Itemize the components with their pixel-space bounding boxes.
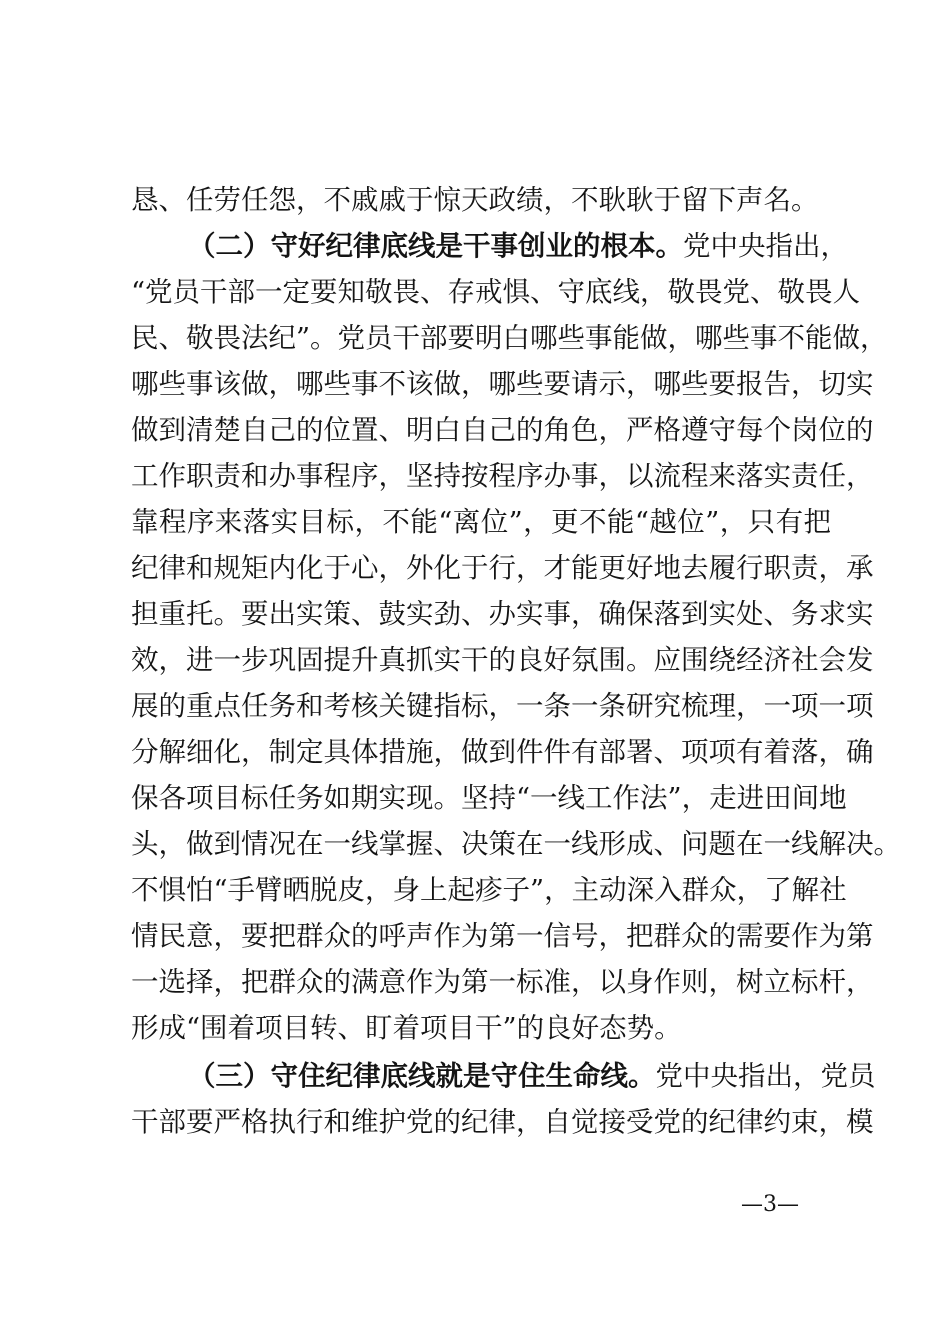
text-line-13: 分解细化，制定具体措施，做到件件有部署、项项有着落，确 — [131, 736, 874, 768]
text-line-21: 干部要严格执行和维护党的纪律，自觉接受党的纪律约束，模 — [131, 1106, 874, 1138]
text-line-15: 头，做到情况在一线掌握、决策在一线形成、问题在一线解决。 — [131, 828, 901, 860]
text-line-19: 形成“围着项目转、盯着项目干”的良好态势。 — [131, 1012, 682, 1044]
text-line-12: 展的重点任务和考核关键指标，一条一条研究梳理，一项一项 — [131, 690, 874, 722]
section-3-heading-rest: 党中央指出，党员 — [655, 1060, 876, 1092]
text-line-5: 哪些事该做，哪些事不该做，哪些要请示，哪些要报告，切实 — [131, 368, 874, 400]
section-2-heading: （二）守好纪律底线是干事创业的根本。 — [188, 230, 683, 262]
page-number: —3— — [741, 1192, 799, 1217]
text-line-9: 纪律和规矩内化于心，外化于行，才能更好地去履行职责，承 — [131, 552, 874, 584]
section-3-heading: （三）守住纪律底线就是守住生命线。 — [188, 1060, 656, 1092]
text-line-16: 不惧怕“手臂晒脱皮，身上起疹子”，主动深入群众，了解社 — [131, 874, 847, 906]
section-2-heading-line — [188, 223, 848, 269]
section-2-heading-rest: 党中央指出， — [683, 230, 848, 262]
text-line-10: 担重托。要出实策、鼓实劲、办实事，确保落到实处、务求实 — [131, 598, 874, 630]
text-line-1: 恳、任劳任怨，不戚戚于惊天政绩，不耿耿于留下声名。 — [131, 184, 819, 216]
section-3-heading-line — [188, 1053, 876, 1099]
text-line-4: 民、敬畏法纪”。党员干部要明白哪些事能做，哪些事不能做， — [131, 322, 888, 354]
text-line-6: 做到清楚自己的位置、明白自己的角色，严格遵守每个岗位的 — [131, 414, 874, 446]
text-line-14: 保各项目标任务如期实现。坚持“一线工作法”，走进田间地 — [131, 782, 847, 814]
text-line-8: 靠程序来落实目标，不能“离位”，更不能“越位”，只有把 — [131, 506, 831, 538]
text-line-17: 情民意，要把群众的呼声作为第一信号，把群众的需要作为第 — [131, 920, 874, 952]
text-line-3: “党员干部一定要知敬畏、存戒惧、守底线，敬畏党、敬畏人 — [131, 276, 861, 308]
text-line-11: 效，进一步巩固提升真抓实干的良好氛围。应围绕经济社会发 — [131, 644, 874, 676]
text-line-7: 工作职责和办事程序，坚持按程序办事，以流程来落实责任， — [131, 460, 874, 492]
text-line-18: 一选择，把群众的满意作为第一标准，以身作则，树立标杆， — [131, 966, 874, 998]
